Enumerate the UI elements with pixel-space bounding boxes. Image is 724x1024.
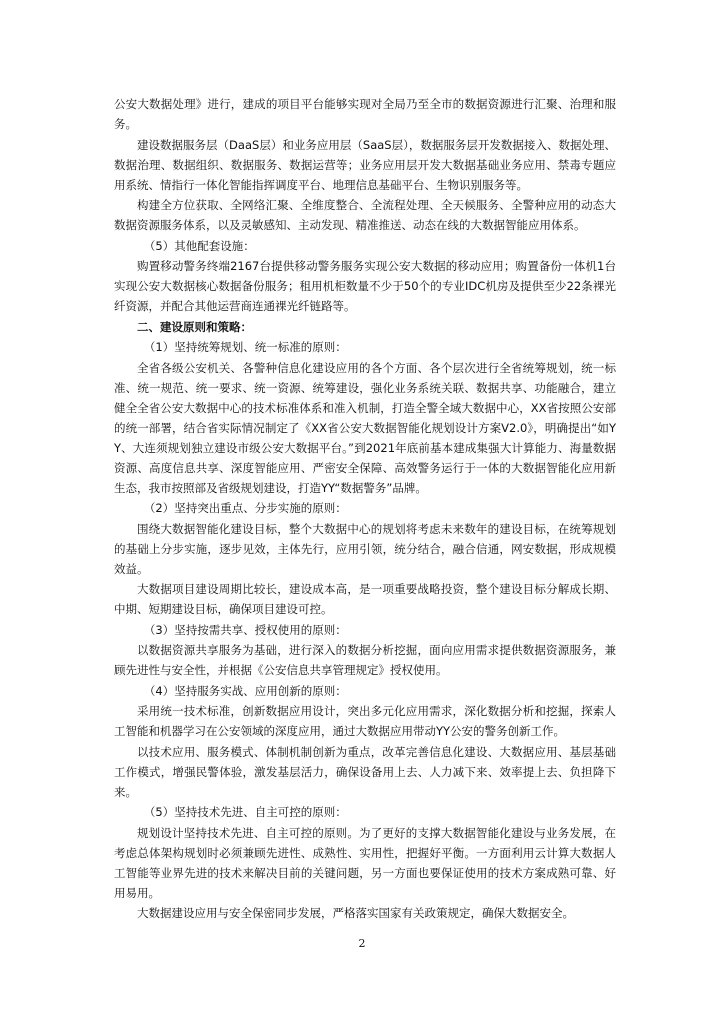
page-number: 2 [358, 937, 366, 950]
paragraph-principle-2a: 围绕大数据智能化建设目标，整个大数据中心的规划将考虑未来数年的建设目标，在统筹规划的基础上分步实施，逐步见效，主体先行，应用引领，统分结合，融合信通，网安数据，形成规模效益。 [114, 521, 616, 576]
paragraph-resource-system: 构建全方位获取、全网络汇聚、全维度整合、全流程处理、全天候服务、全警种应用的动态大数据资源服务体系，以及灵敏感知、主动发现、精准推送、动态在线的大数据智能应用体系。 [114, 198, 616, 232]
paragraph-principle-4b: 以技术应用、服务模式、体制机制创新为重点，改革完善信息化建设、大数据应用、基层基础工作模式，增强民警体验，激发基层活力，确保设备用上去、人力减下来、效率提上去、负担降下来。 [114, 744, 616, 799]
paragraph-continuation: 公安大数据处理》进行，建成的项目平台能够实现对全局乃至全市的数据资源进行汇聚、治理和服务。 [114, 97, 616, 131]
paragraph-principle-2b: 大数据项目建设周期比较长，建设成本高，是一项重要战略投资，整个建设目标分解成长期、中期、短期建设目标，确保项目建设可控。 [114, 582, 616, 616]
paragraph-principle-3: 以数据资源共享服务为基础，进行深入的数据分析挖掘，面向应用需求提供数据资源服务，兼顾先进性与安全性，并根据《公安信息共享管理规定》授权使用。 [114, 643, 616, 677]
subheading-other-facilities: （5）其他配套设施： [143, 238, 255, 253]
paragraph-principle-5b: 大数据建设应用与安全保密同步发展，严格落实国家有关政策规定，确保大数据安全。 [137, 906, 574, 920]
subheading-principle-4: （4）坚持服务实战、应用创新的原则： [143, 683, 347, 698]
section-heading-principles: 二、建设原则和策略： [137, 319, 252, 334]
subheading-principle-1: （1）坚持统筹规划、统一标准的原则： [143, 340, 347, 354]
subheading-principle-2: （2）坚持突出重点、分步实施的原则： [143, 501, 347, 515]
paragraph-mobile-terminals: 购置移动警务终端2167台提供移动警务服务实现公安大数据的移动应用；购置备份一体机1台实现公安大数据核心数据备份服务；租用机柜数量不少于50个的专业IDC机房及提供至少22条裸光纤资源，并配合其他运营商连通裸光纤链路等。 [114, 259, 616, 313]
paragraph-daas-saas: 建设数据服务层（DaaS层）和业务应用层（SaaS层），数据服务层开发数据接入、数据处理、数据治理、数据组织、数据服务、数据运营等；业务应用层开发大数据基础业务应用、禁毒专题应用系统、情指行一体化智能指挥调度平台、地理信息基础平台、生物识别服务等。 [114, 137, 616, 192]
subheading-principle-5: （5）坚持技术先进、自主可控的原则： [143, 805, 347, 819]
paragraph-principle-4a: 采用统一技术标准，创新数据应用设计，突出多元化应用需求，深化数据分析和挖掘，探索人工智能和机器学习在公安领域的深度应用，通过大数据应用带动YY公安的警务创新工作。 [114, 704, 616, 738]
paragraph-principle-1: 全省各级公安机关、各警种信息化建设应用的各个方面、各个层次进行全省统筹规划，统一标准、统一规范、统一要求、统一资源、统筹建设，强化业务系统关联、数据共享、功能融合，建立健全全省公安大数据中心的技术标准体系和准入机制，打造全警全域大数据中心，XX省按照公安部的统一部署，结合省实际情况制定了《XX省公安大数据智能化规划设计方案V2.0》，明确提出“如YY、大连须规划独立建设市级公安大数据平台。”到2021年底前基本建成集强大计算能力、海量数据资源、高度信息共享、深度智能应用、严密安全保障、高效警务运行于一体的大数据智能化应用新生态，我市按照部及省级规划建设，打造YY“数据警务”品牌。 [114, 360, 616, 495]
document-body [114, 94, 616, 924]
subheading-principle-3: （3）坚持按需共享、授权使用的原则： [143, 622, 347, 637]
paragraph-principle-5a: 规划设计坚持技术先进、自主可控的原则。为了更好的支撑大数据智能化建设与业务发展，在考虑总体架构规划时必须兼顾先进性、成熟性、实用性，把握好平衡。一方面利用云计算大数据人工智能等业界先进的技术来解决目前的关键问题，另一方面也要保证使用的技术方案成熟可靠、好用易用。 [114, 825, 616, 900]
